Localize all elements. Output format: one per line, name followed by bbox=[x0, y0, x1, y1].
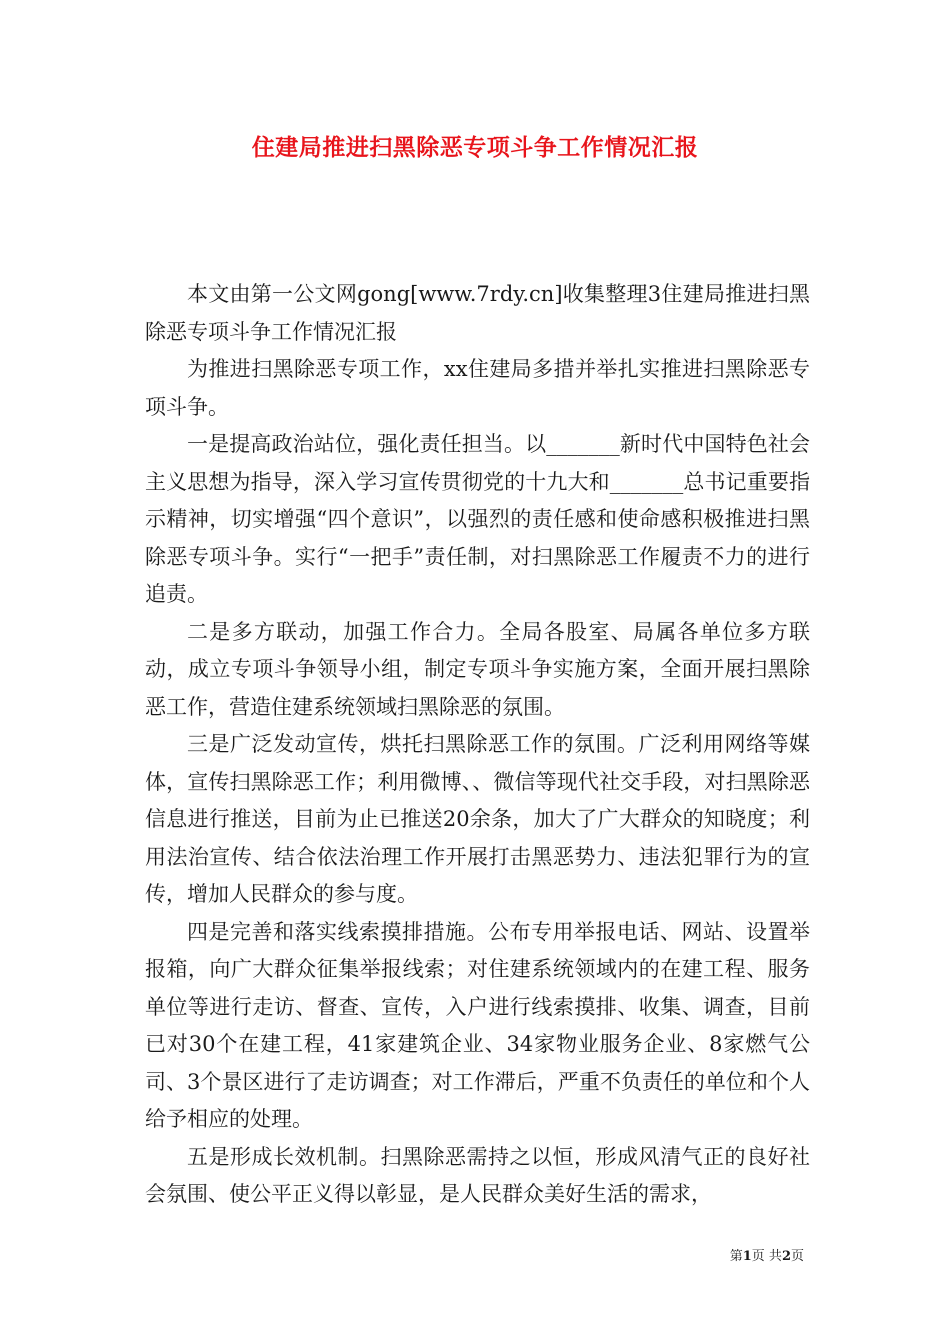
document-body bbox=[145, 276, 810, 1214]
page-number-footer bbox=[730, 1248, 804, 1266]
footer-prefix: 第 bbox=[729, 1249, 743, 1264]
paragraph-point-1: 一是提高政治站位，强化责任担当。以_______新时代中国特色社会主义思想为指导，深入学习宣传贯彻党的十九大和_______总书记重要指示精神，切实增强“四个意识”，以强烈的责任感和使命感积极推进扫黑除恶专项斗争。实行“一把手”责任制，对扫黑除恶工作履责不力的进行追责。 bbox=[145, 432, 810, 606]
footer-suffix: 页 bbox=[790, 1249, 804, 1264]
paragraph-intro: 本文由第一公文网gong[www.7rdy.cn]收集整理3住建局推进扫黑除恶专项斗争工作情况汇报 bbox=[145, 282, 810, 344]
footer-current-page: 1 bbox=[742, 1249, 752, 1264]
paragraph-point-3: 三是广泛发动宣传，烘托扫黑除恶工作的氛围。广泛利用网络等媒体，宣传扫黑除恶工作；利用微博、、微信等现代社交手段，对扫黑除恶信息进行推送，目前为止已推送20余条，加大了广大群众的知晓度；利用法治宣传、结合依法治理工作开展打击黑恶势力、违法犯罪行为的宣传，增加人民群众的参与度。 bbox=[145, 732, 810, 906]
footer-middle: 页 共 bbox=[751, 1249, 782, 1264]
paragraph-point-4: 四是完善和落实线索摸排措施。公布专用举报电话、网站、设置举报箱，向广大群众征集举报线索；对住建系统领域内的在建工程、服务单位等进行走访、督查、宣传，入户进行线索摸排、收集、调查，目前已对30个在建工程，41家建筑企业、34家物业服务企业、8家燃气公司、3个景区进行了走访调查；对工作滞后，严重不负责任的单位和个人给予相应的处理。 bbox=[145, 919, 810, 1131]
document-title: 住建局推进扫黑除恶专项斗争工作情况汇报 bbox=[251, 134, 699, 161]
paragraph-point-5: 五是形成长效机制。扫黑除恶需持之以恒，形成风清气正的良好社会氛围、使公平正义得以彰显，是人民群众美好生活的需求， bbox=[145, 1144, 810, 1206]
paragraph-point-2: 二是多方联动，加强工作合力。全局各股室、局属各单位多方联动，成立专项斗争领导小组，制定专项斗争实施方案，全面开展扫黑除恶工作，营造住建系统领域扫黑除恶的氛围。 bbox=[145, 619, 810, 719]
paragraph-summary: 为推进扫黑除恶专项工作，xx住建局多措并举扎实推进扫黑除恶专项斗争。 bbox=[145, 357, 810, 419]
footer-total-pages: 2 bbox=[781, 1249, 791, 1264]
